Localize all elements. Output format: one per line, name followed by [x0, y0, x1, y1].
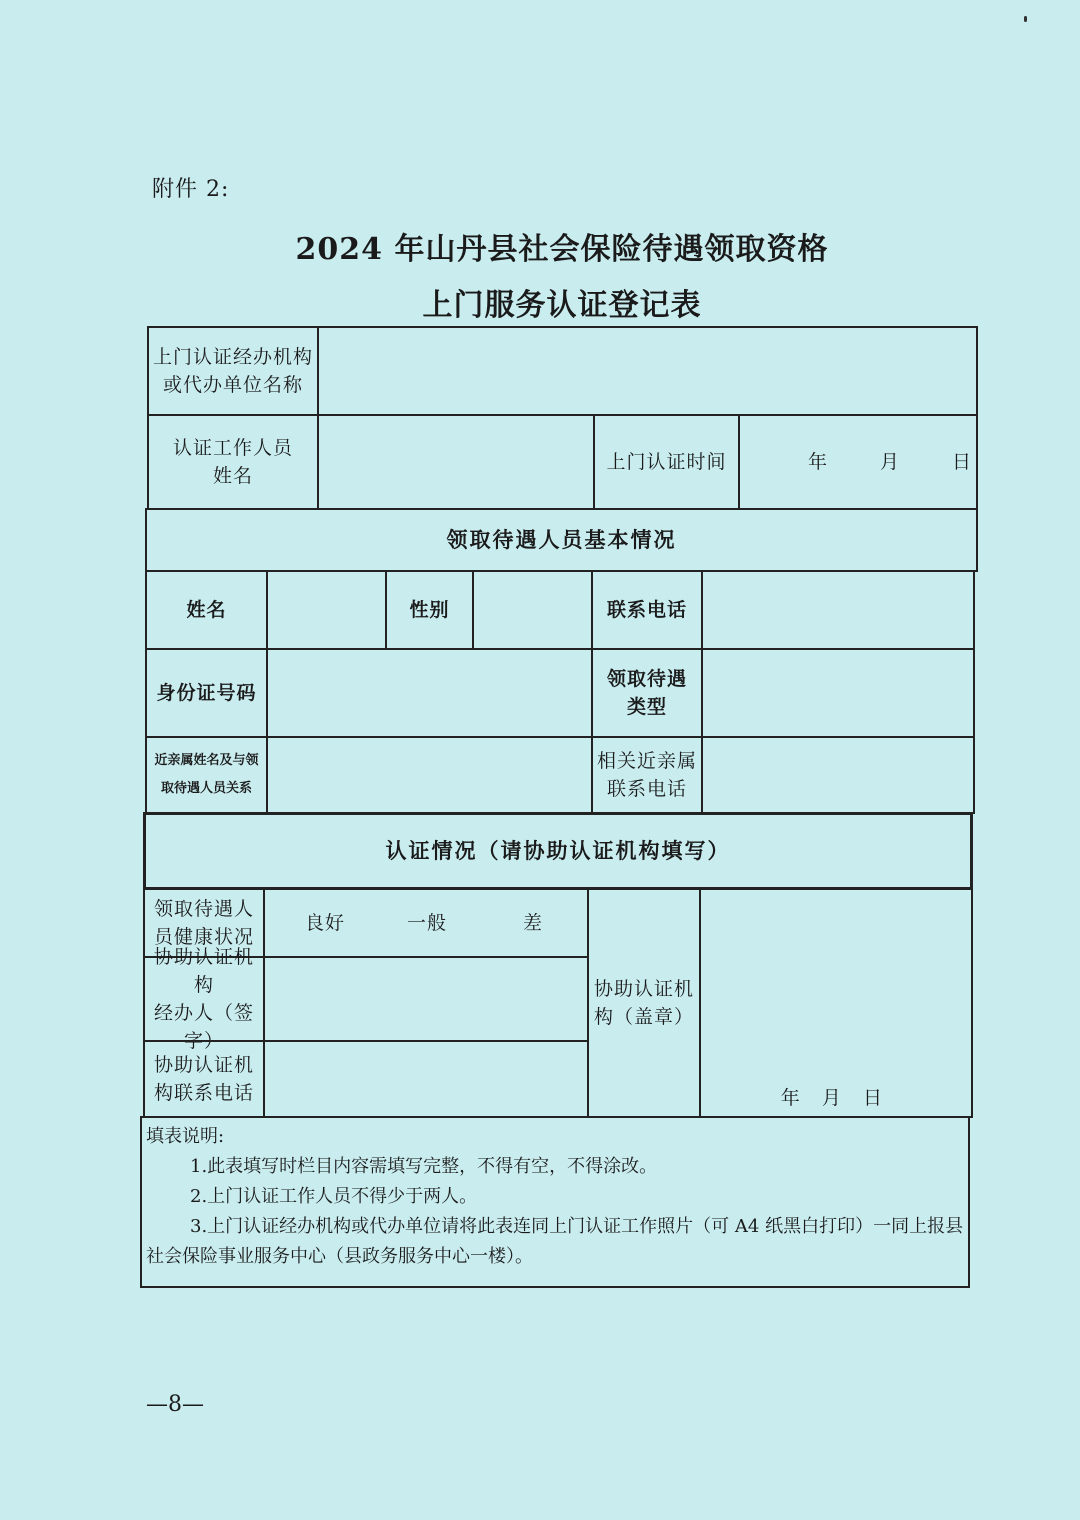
notes-item-3: 3.上门认证经办机构或代办单位请将此表连同上门认证工作照片（可 A4 纸黑白打印）一同上报县社会保险事业服务中心（县政务服务中心一楼）。	[146, 1216, 964, 1267]
relative-name-label-line-1: 近亲属姓名及与领	[154, 753, 259, 768]
section-auth-title: 认证情况（请协助认证机构填写）	[385, 838, 731, 863]
page-number: —8—	[146, 1392, 204, 1417]
health-fair-option[interactable]: 一般	[407, 912, 448, 934]
assist-phone-label-cell	[143, 1040, 265, 1118]
stamp-date: 年 月 日	[780, 1087, 883, 1109]
attachment-label: 附件 2:	[152, 177, 230, 202]
section-basic-title: 领取待遇人员基本情况	[446, 527, 677, 552]
agent-signature-cell[interactable]	[263, 956, 589, 1042]
staff-label-line-1: 认证工作人员	[172, 437, 293, 459]
notes-heading: 填表说明:	[146, 1126, 225, 1147]
gender-label-cell	[385, 570, 474, 650]
agent-label-cell	[143, 946, 265, 1052]
name-label-cell	[145, 570, 268, 650]
benefit-type-label-cell	[591, 648, 703, 738]
staff-label-line-2: 姓名	[212, 465, 253, 487]
phone-label: 联系电话	[606, 599, 687, 621]
id-label: 身份证号码	[156, 682, 257, 704]
notes-item-1: 1.此表填写时栏目内容需填写完整，不得有空，不得涂改。	[190, 1156, 658, 1177]
title-line-2: 上门服务认证登记表	[422, 288, 702, 323]
assist-phone-label-line-1: 协助认证机	[153, 1054, 254, 1076]
health-label-line-1: 领取待遇人	[153, 898, 254, 920]
visit-time-label-cell	[593, 414, 740, 510]
health-poor-option[interactable]: 差	[523, 912, 544, 934]
gender-label: 性别	[409, 599, 450, 621]
benefit-type-value-cell[interactable]	[701, 648, 975, 738]
relative-phone-value-cell[interactable]	[701, 736, 975, 814]
assist-phone-label-line-2: 构联系电话	[153, 1082, 254, 1104]
org-value-cell[interactable]	[317, 326, 978, 416]
section-basic-header	[145, 508, 978, 572]
visit-time-value-cell[interactable]	[738, 414, 978, 510]
date-day: 日	[951, 451, 972, 473]
assist-org-label-line-1: 协助认证机	[593, 978, 694, 1000]
relative-name-label-cell	[145, 736, 268, 814]
benefit-type-label-line-2: 类型	[626, 696, 667, 718]
agent-label-line-2: 经办人（签字）	[153, 1002, 254, 1052]
assist-org-label-cell	[587, 888, 701, 1118]
health-good-option[interactable]: 良好	[305, 912, 346, 934]
name-value-cell[interactable]	[266, 570, 387, 650]
relative-name-value-cell[interactable]	[266, 736, 593, 814]
date-year: 年	[807, 451, 828, 473]
relative-phone-label-line-1: 相关近亲属	[596, 750, 697, 772]
staff-label-cell	[147, 414, 319, 510]
health-options-cell[interactable]	[263, 888, 589, 958]
relative-name-label-line-2: 取待遇人员关系	[160, 781, 252, 796]
assist-org-stamp-cell[interactable]	[699, 888, 973, 1118]
phone-label-cell	[591, 570, 703, 650]
agent-label-line-1: 协助认证机构	[153, 946, 254, 996]
org-label-line-2: 或代办单位名称	[162, 374, 303, 396]
staff-value-cell[interactable]	[317, 414, 595, 510]
visit-time-label: 上门认证时间	[606, 451, 727, 473]
assist-phone-value-cell[interactable]	[263, 1040, 589, 1118]
section-auth-header	[143, 812, 973, 890]
benefit-type-label-line-1: 领取待遇	[606, 668, 687, 690]
notes-item-2: 2.上门认证工作人员不得少于两人。	[190, 1186, 478, 1207]
gender-value-cell[interactable]	[472, 570, 593, 650]
phone-value-cell[interactable]	[701, 570, 975, 650]
assist-org-label-line-2: 构（盖章）	[593, 1006, 694, 1028]
relative-phone-label-line-2: 联系电话	[606, 778, 687, 800]
id-value-cell[interactable]	[266, 648, 593, 738]
id-label-cell	[145, 648, 268, 738]
org-label-cell	[147, 326, 319, 416]
relative-phone-label-cell	[591, 736, 703, 814]
ink-spot	[1024, 16, 1027, 22]
name-label: 姓名	[186, 599, 227, 621]
health-label-line-2: 员健康状况	[153, 926, 254, 948]
org-label-line-1: 上门认证经办机构	[152, 346, 313, 368]
date-month: 月	[879, 451, 900, 473]
title-line-1: 2024 年山丹县社会保险待遇领取资格	[295, 232, 829, 267]
fill-instructions	[140, 1116, 970, 1288]
